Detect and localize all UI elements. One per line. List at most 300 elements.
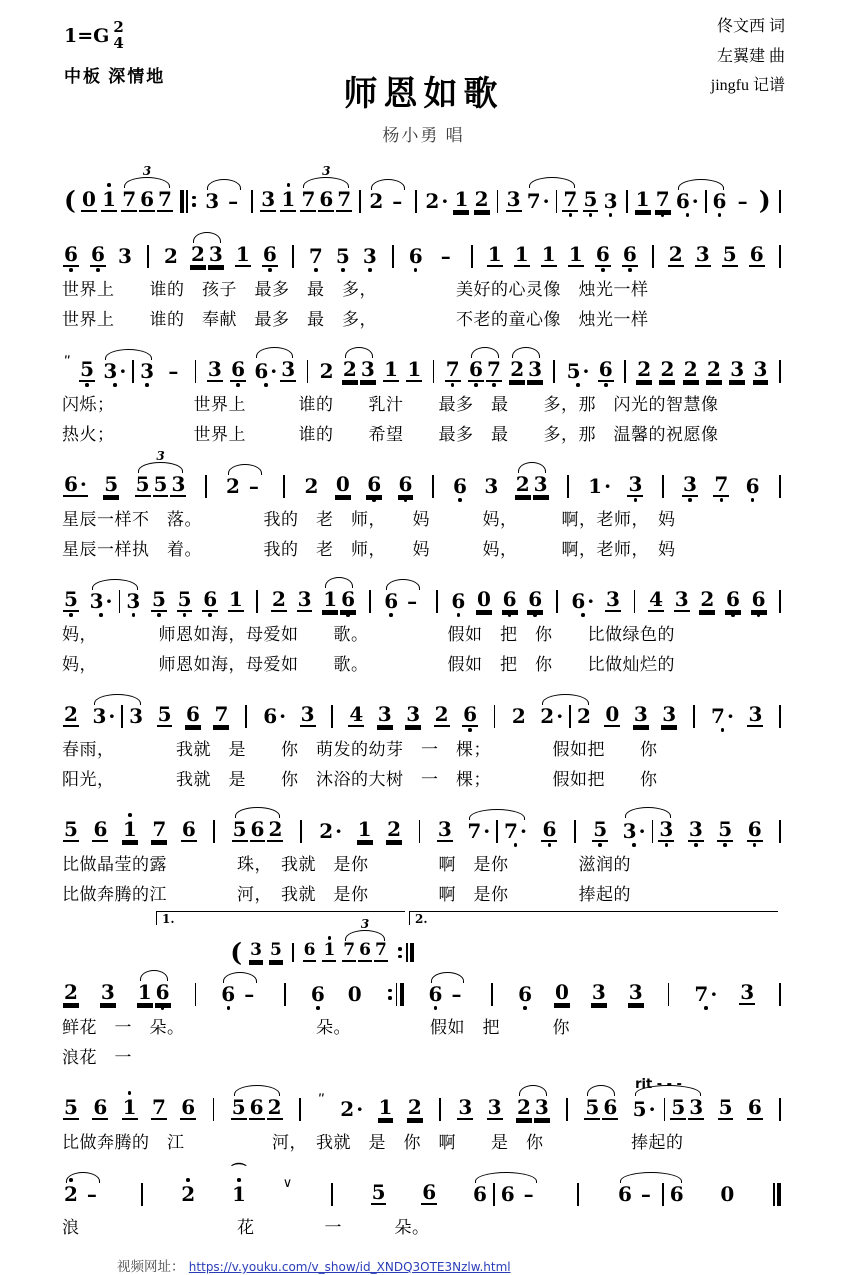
- music-system-1: [62, 166, 785, 218]
- header: [62, 0, 785, 166]
- barline: [555, 584, 559, 618]
- note-token: 5: [585, 1095, 600, 1119]
- note-token: 3: [300, 702, 315, 726]
- note-token: ⌒ 1: [231, 1177, 247, 1211]
- note-token: 7: [486, 352, 502, 388]
- note-token: 6: [428, 977, 444, 1011]
- barline: [291, 937, 295, 968]
- slur-group: [321, 582, 357, 618]
- note-token: 2: [515, 472, 530, 496]
- note-token: 5: [231, 1095, 246, 1119]
- lyric-line: 浪 花 一 朵。: [62, 1218, 430, 1237]
- barline: [250, 184, 254, 218]
- barline: [496, 184, 500, 218]
- note-token: 3: [458, 1095, 473, 1119]
- note-token: 3: [689, 1095, 704, 1119]
- barline: [386, 977, 405, 1011]
- barline: [179, 184, 198, 218]
- slur-group: [382, 584, 424, 618]
- note-token: 3: [688, 812, 704, 848]
- slur-group: [101, 354, 156, 388]
- slur-group: [471, 1177, 541, 1211]
- note-token: 6: [603, 1095, 618, 1119]
- note-token: 6: [359, 940, 371, 960]
- lyric-line: 妈， 师恩如海，母爱如 歌。 假如 把 你 比做灿烂的: [62, 655, 675, 674]
- note-token: 6: [181, 817, 196, 841]
- barline: [414, 184, 418, 218]
- barline: [194, 354, 198, 388]
- barline: [291, 239, 295, 273]
- barline: [778, 1092, 782, 1126]
- note-token: 6: [598, 352, 614, 388]
- note-token: 7: [301, 187, 316, 211]
- notes-row: [62, 1159, 785, 1211]
- dash-extension: –: [440, 244, 451, 268]
- note-token: 2 ·: [540, 704, 564, 728]
- note-token: 3: [533, 472, 548, 496]
- dash-extension: –: [228, 189, 239, 213]
- slur-group: [514, 467, 550, 503]
- music-system-2: [62, 221, 785, 333]
- note-token: 1: [384, 357, 399, 381]
- parenthesis: (: [64, 186, 76, 215]
- note-token: 2: [190, 242, 205, 266]
- note-token: 5: [157, 702, 172, 726]
- note-token: 5: [232, 817, 247, 841]
- note-token: 6: [527, 582, 543, 618]
- note-token: 2: [700, 587, 715, 611]
- barline: [778, 699, 782, 733]
- barline: [552, 354, 556, 388]
- note-token: 5: [64, 1095, 78, 1119]
- note-token: 6 ·: [675, 184, 700, 218]
- note-token: 0: [555, 980, 569, 1004]
- note-token: 2: [369, 189, 384, 213]
- note-token: 5: [718, 1095, 733, 1119]
- note-token: 3: [171, 472, 186, 496]
- note-token: 4: [349, 702, 364, 726]
- dash-extension: –: [451, 982, 462, 1006]
- credits: [711, 12, 785, 101]
- barline: [623, 354, 627, 388]
- barline: [194, 977, 198, 1011]
- note-token: 2: [271, 587, 286, 611]
- lyric-line: 鲜花 一 朵。 朵。 假如 把 你: [62, 1018, 570, 1037]
- note-token: 3: [207, 357, 222, 381]
- note-token: 7: [151, 1095, 166, 1119]
- barline: [212, 1092, 216, 1126]
- note-token: 5: [104, 472, 119, 496]
- slur-group: [621, 812, 676, 848]
- note-token: 1: [635, 187, 650, 211]
- note-token: 3: [406, 702, 421, 726]
- barline: [391, 239, 395, 273]
- barline: [651, 814, 655, 848]
- note-token: 3: [662, 702, 677, 726]
- note-token: 6: [745, 469, 761, 503]
- music-system-3: [62, 336, 785, 448]
- note-token: 1: [454, 187, 469, 211]
- video-url-label: 视频网址：: [117, 1259, 185, 1275]
- barline: [661, 1177, 665, 1211]
- barline: [778, 469, 782, 503]
- slur-group: [90, 699, 145, 733]
- note-token: 5 ·: [566, 354, 591, 388]
- lyric-line: 世界上 谁的 奉献 最多 最 多， 不老的童心像 烛光一样: [62, 310, 649, 329]
- slur-group: [467, 352, 503, 388]
- barline: [438, 1092, 442, 1126]
- dash-extension: –: [168, 359, 179, 383]
- note-token: 1: [323, 587, 338, 611]
- parenthesis: ): [758, 186, 771, 215]
- dash-extension: –: [523, 1182, 534, 1206]
- note-token: 6: [751, 582, 767, 618]
- barline: [633, 584, 637, 618]
- note-token: 3 ·: [89, 584, 114, 618]
- note-token: 2: [387, 817, 402, 841]
- notes-row: [62, 681, 785, 733]
- note-token: 6: [669, 1182, 684, 1206]
- note-token: 1: [122, 812, 138, 848]
- note-token: 6: [617, 1182, 632, 1206]
- note-token: 2: [268, 817, 283, 841]
- slur-group: [62, 1177, 104, 1211]
- barline: [432, 354, 436, 388]
- barline: [573, 814, 577, 848]
- note-token: 2 ·: [425, 189, 449, 213]
- barline: [692, 699, 696, 733]
- note-token: 7: [158, 187, 172, 211]
- note-token: 3: [506, 187, 521, 211]
- note-token: 3: [208, 242, 223, 266]
- note-token: 0: [347, 982, 362, 1006]
- note-token: 3: [628, 980, 643, 1004]
- note-token: 6: [422, 1180, 437, 1204]
- note-token: 6: [452, 469, 468, 503]
- notes-row: [228, 921, 417, 968]
- note-token: 2: [64, 980, 78, 1004]
- note-token: 5: [135, 472, 150, 496]
- slur-group: [341, 352, 377, 388]
- note-token: 6: [749, 242, 764, 266]
- note-token: 5: [583, 182, 599, 218]
- note-token: 6: [90, 237, 106, 273]
- music-system-8: [62, 911, 785, 1071]
- note-token: 3: [281, 357, 296, 381]
- triplet-group: [341, 935, 389, 968]
- barline: [470, 239, 474, 273]
- key-text: 1=G: [64, 24, 110, 47]
- note-token: 2: [668, 242, 683, 266]
- note-token: 1 ·: [588, 474, 612, 498]
- barline: [299, 814, 303, 848]
- note-token: 2: [707, 357, 721, 381]
- slur-group: [508, 352, 544, 388]
- singer-name: 杨小勇 唱: [382, 126, 465, 145]
- barline: [663, 1092, 667, 1126]
- note-token: 6: [93, 817, 108, 841]
- notes-row: [62, 336, 785, 388]
- note-token: 3: [139, 354, 155, 388]
- note-token: 3: [297, 587, 312, 611]
- barline: [490, 977, 494, 1011]
- slur-group: [189, 237, 225, 273]
- dash-extension: –: [244, 982, 255, 1006]
- dash-extension: –: [640, 1182, 651, 1206]
- note-token: 3: [748, 702, 763, 726]
- lyric-line: 阳光， 我就 是 你 沐浴的大树 一 棵； 假如把 你: [62, 770, 658, 789]
- note-token: 7: [374, 940, 387, 960]
- note-token: 3: [484, 474, 499, 498]
- note-token: 7: [337, 187, 352, 211]
- note-token: 6: [140, 187, 155, 211]
- note-token: 3: [695, 242, 710, 266]
- lyric-line: 星辰一样不 落。 我的 老 师， 妈 妈， 啊，老师， 妈: [62, 510, 676, 529]
- note-token: 6: [181, 1095, 196, 1119]
- slur-group: 5 · rit - - - 5 3: [631, 1090, 706, 1126]
- note-token: 1: [235, 242, 250, 266]
- note-token: 6 ·: [263, 704, 287, 728]
- note-token: 2: [63, 1177, 79, 1211]
- lyric-line: 世界上 谁的 孩子 最多 最 多， 美好的心灵像 烛光一样: [62, 280, 649, 299]
- barline: [778, 584, 782, 618]
- barline: [431, 469, 435, 503]
- barline: [140, 1177, 144, 1211]
- barline: [212, 814, 216, 848]
- footer: [117, 1255, 785, 1275]
- note-token: 2: [226, 474, 240, 498]
- note-token: 5: [717, 812, 733, 848]
- note-token: 2: [516, 1095, 531, 1119]
- note-token: 3: [753, 357, 768, 381]
- note-token: 6: [468, 352, 484, 388]
- note-token: 7: [122, 187, 137, 211]
- barline: [778, 239, 782, 273]
- slur-group: [224, 469, 266, 503]
- dash-extension: –: [407, 589, 418, 613]
- barline: [568, 699, 572, 733]
- notes-row: [62, 451, 785, 503]
- note-token: 7: [152, 817, 167, 841]
- note-token: 7: [445, 352, 461, 388]
- credit-line: jingfu 记谱: [710, 77, 785, 95]
- note-token: 1: [322, 935, 336, 968]
- barline: [704, 184, 708, 218]
- barline: [565, 1092, 569, 1126]
- note-token: 2: [660, 357, 675, 381]
- song-title: 师恩如歌: [343, 76, 504, 113]
- notes-row: [62, 959, 785, 1011]
- note-token: 5 ·: [632, 1097, 656, 1121]
- notes-row: [62, 166, 785, 218]
- barline: [772, 1177, 782, 1211]
- barline: [298, 1092, 302, 1126]
- barline: [576, 1177, 580, 1211]
- note-token: 1: [487, 242, 502, 266]
- note-token: 3: [487, 1095, 502, 1119]
- note-token: 6: [725, 582, 741, 618]
- ornament-mark: ʺ: [318, 1093, 325, 1108]
- note-token: 7: [343, 940, 356, 960]
- note-token: 7: [655, 182, 671, 218]
- key-signature: [64, 20, 124, 52]
- note-token: 0: [335, 472, 350, 496]
- note-token: 6: [408, 239, 424, 273]
- note-token: 3 ·: [622, 814, 647, 848]
- slur-group: [465, 814, 529, 848]
- barline: [495, 814, 499, 848]
- barline: [146, 239, 150, 273]
- tempo-marking: 中板 深情地: [64, 67, 166, 86]
- note-token: 7 ·: [526, 189, 550, 213]
- note-token: 6: [712, 184, 728, 218]
- note-token: 7: [562, 182, 578, 218]
- note-token: 7: [214, 702, 229, 726]
- note-token: 3: [528, 357, 543, 381]
- note-token: 6: [202, 582, 218, 618]
- note-token: 3: [591, 980, 606, 1004]
- lyric-line: 热火； 世界上 谁的 希望 最多 最 多，那 温馨的祝愿像: [62, 425, 719, 444]
- note-token: 6: [303, 940, 316, 960]
- barline: [661, 469, 665, 503]
- slur-group: [203, 184, 245, 218]
- note-token: 5: [335, 239, 351, 273]
- notes-row: [62, 1074, 785, 1126]
- barline: [651, 239, 655, 273]
- meter-numerator: 2: [113, 18, 124, 36]
- note-token: 5: [63, 582, 79, 618]
- note-token: 2: [267, 1095, 282, 1119]
- note-token: 3 ·: [102, 354, 127, 388]
- note-token: 4: [649, 587, 663, 611]
- note-token: 0: [476, 587, 491, 611]
- note-token: 6: [249, 1095, 264, 1119]
- note-token: 5: [671, 1095, 686, 1119]
- note-token: 1: [568, 242, 583, 266]
- credit-line: 佟文西 词: [716, 18, 785, 35]
- note-token: 3: [129, 704, 144, 728]
- barline: [492, 1177, 496, 1211]
- barline: [282, 469, 286, 503]
- note-token: 2: [64, 702, 78, 726]
- slur-group: [515, 1090, 551, 1126]
- note-token: 1: [407, 357, 422, 381]
- parenthesis: (: [230, 938, 243, 967]
- note-token: 6: [186, 702, 200, 726]
- credit-line: 左翼建 曲: [716, 47, 785, 65]
- note-token: 3: [377, 702, 392, 726]
- note-token: 6: [622, 237, 638, 273]
- note-token: 3: [605, 587, 620, 611]
- note-token: 5: [64, 817, 78, 841]
- barline: [330, 1177, 334, 1211]
- slur-group: [674, 184, 729, 218]
- barline: [625, 184, 629, 218]
- slur-group: [231, 812, 285, 848]
- barline: [435, 584, 439, 618]
- note-token: 5: [177, 582, 193, 618]
- lyric-line: 比做奔腾的江 河， 我就 是你 啊 是你 捧起的: [62, 885, 631, 904]
- barline: [244, 699, 248, 733]
- note-token: 3: [730, 357, 745, 381]
- barline: [493, 699, 497, 733]
- note-token: 5: [151, 582, 167, 618]
- note-token: 6: [517, 977, 533, 1011]
- note-token: 6: [310, 977, 326, 1011]
- note-token: 3: [125, 584, 141, 618]
- note-token: 6 ·: [253, 354, 278, 388]
- barline: [306, 354, 310, 388]
- note-token: 2: [474, 187, 489, 211]
- barline: [330, 699, 334, 733]
- note-token: 2: [576, 704, 591, 728]
- note-token: 1: [514, 242, 529, 266]
- slur-group: [616, 1177, 686, 1211]
- slur-group: [583, 1090, 619, 1126]
- slur-group: [219, 977, 261, 1011]
- note-token: 7: [308, 239, 324, 273]
- note-token: 6 ·: [570, 584, 595, 618]
- note-token: 6: [155, 975, 171, 1011]
- note-token: 3: [633, 702, 648, 726]
- note-token: 6: [250, 817, 265, 841]
- slur-group: [525, 182, 580, 218]
- note-token: 0: [605, 702, 620, 726]
- note-token: 6: [500, 1182, 515, 1206]
- note-token: 2: [319, 359, 334, 383]
- note-token: 6: [747, 1095, 762, 1119]
- note-token: 2: [163, 244, 178, 268]
- note-token: 2: [510, 357, 525, 381]
- note-token: 2: [683, 357, 698, 381]
- notes-row: [62, 566, 785, 618]
- note-token: 5: [371, 1180, 386, 1204]
- note-token: 3 ·: [92, 704, 116, 728]
- slur-group: [230, 1090, 284, 1126]
- barline: [418, 814, 422, 848]
- note-token: 1: [280, 182, 296, 218]
- note-token: 2: [407, 1095, 422, 1119]
- music-system-6: [62, 681, 785, 793]
- note-token: 3: [118, 244, 132, 268]
- note-token: 6: [747, 812, 763, 848]
- note-token: 2: [304, 474, 319, 498]
- note-token: 1: [541, 242, 556, 266]
- volta-bracket-1.: 1.: [156, 911, 405, 925]
- note-token: 5: [592, 812, 608, 848]
- note-token: 5: [79, 352, 95, 388]
- note-token: 6: [319, 187, 334, 211]
- barline: [396, 937, 415, 968]
- barline: [204, 469, 208, 503]
- note-token: 0: [82, 187, 96, 211]
- note-token: 6: [595, 237, 611, 273]
- note-token: 3: [740, 980, 755, 1004]
- video-url-link[interactable]: https://v.youku.com/v_show/id_XNDQ3OTE3Nzlw.html: [188, 1260, 511, 1274]
- music-system-9: [62, 1074, 785, 1156]
- slur-group: [252, 352, 297, 388]
- notes-row: [62, 796, 785, 848]
- lyric-line: 春雨， 我就 是 你 萌发的幼芽 一 棵； 假如把 你: [62, 740, 658, 759]
- time-signature: [113, 20, 123, 52]
- note-token: 3: [100, 980, 115, 1004]
- volta-bracket-2.: 2.: [409, 911, 778, 925]
- note-token: 3: [250, 940, 262, 960]
- note-token: 3: [658, 812, 674, 848]
- note-token: 2: [342, 357, 357, 381]
- note-token: 7 ·: [693, 977, 718, 1011]
- lyric-line: 比做奔腾的 江 河， 我就 是 你 啊 是 你 捧起的: [62, 1133, 684, 1152]
